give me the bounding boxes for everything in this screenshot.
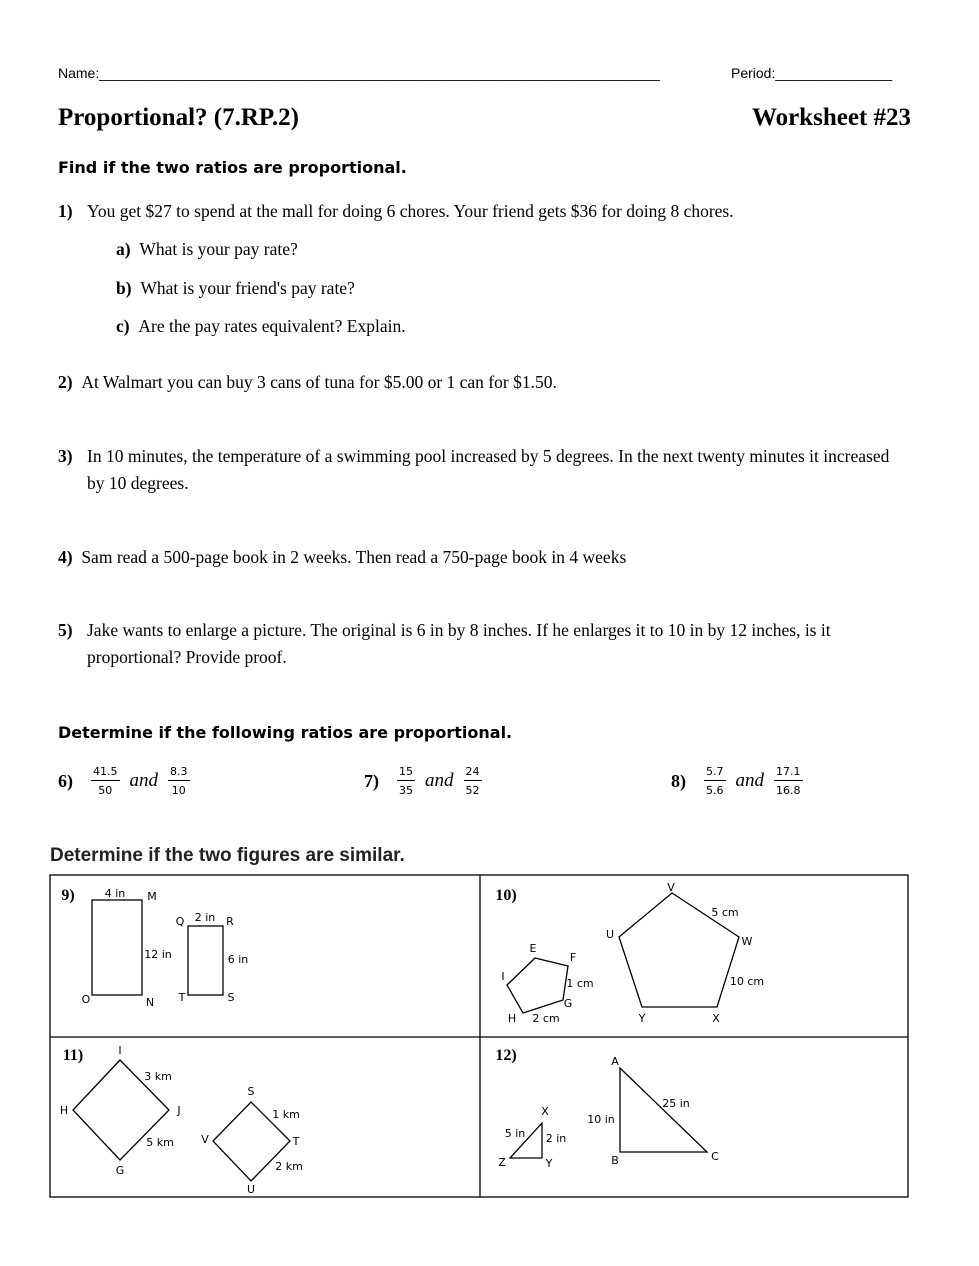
figure-label: 4 in <box>104 887 126 900</box>
denominator: 16.8 <box>776 784 801 797</box>
numerator: 15 <box>397 765 415 781</box>
problem-number: 6) <box>58 770 73 791</box>
figure-label: S <box>247 1085 255 1098</box>
figure-label: 10 in <box>587 1113 615 1126</box>
problem-number: 5) <box>58 620 73 640</box>
figure-label: G <box>115 1164 125 1177</box>
figure-label: 6 in <box>227 953 249 966</box>
name-field[interactable]: Name:________________________________________________________________________ <box>58 65 660 81</box>
problem-number: 7) <box>364 770 379 791</box>
figure-label: F <box>569 951 577 964</box>
pentagon-efghi <box>507 958 568 1013</box>
figure-label: 12 in <box>144 948 172 961</box>
sub-text: Are the pay rates equivalent? Explain. <box>138 316 406 336</box>
figure-label: Q <box>175 915 185 928</box>
figure-label: U <box>246 1183 256 1196</box>
cell-number: 11) <box>62 1047 84 1064</box>
section3-instruction: Determine if the two figures are similar. <box>50 845 405 866</box>
figure-label: 5 km <box>146 1136 174 1149</box>
figure-label: Y <box>545 1157 553 1170</box>
figure-label: H <box>59 1104 69 1117</box>
problem-number: 8) <box>671 770 686 791</box>
problem-number: 4) <box>58 547 73 567</box>
rectangle-mnop <box>92 900 142 995</box>
problem-text: At Walmart you can buy 3 cans of tuna for $5.00 or 1 can for $1.50. <box>81 372 557 392</box>
figure-label: E <box>529 942 537 955</box>
and-text: and <box>425 770 454 791</box>
numerator: 17.1 <box>774 765 803 781</box>
denominator: 50 <box>98 784 113 797</box>
problem-text: You get $27 to spend at the mall for doing 6 chores. Your friend gets $36 for doing 8 chores. <box>87 201 734 221</box>
figure-label: 5 in <box>504 1127 526 1140</box>
sub-text: What is your pay rate? <box>139 239 298 259</box>
figure-label: I <box>118 1044 122 1057</box>
figure-label: X <box>712 1012 720 1025</box>
problem-number: 3) <box>58 446 73 466</box>
sub-label: a) <box>116 239 131 259</box>
figure-label: X <box>541 1105 549 1118</box>
rectangle-qrst <box>188 926 223 995</box>
figure-label: W <box>741 935 753 948</box>
figure-label: 3 km <box>144 1070 172 1083</box>
figure-label: 2 cm <box>532 1012 560 1025</box>
figure-label: 1 cm <box>566 977 594 990</box>
cell-number: 10) <box>495 887 517 904</box>
denominator: 5.6 <box>706 784 724 797</box>
figure-label: U <box>605 928 615 941</box>
worksheet-title: Proportional? (7.RP.2) <box>58 104 299 131</box>
figure-label: M <box>147 890 157 903</box>
sub-label: b) <box>116 278 132 298</box>
sub-text: What is your friend's pay rate? <box>140 278 355 298</box>
figure-label: 5 cm <box>711 906 739 919</box>
numerator: 5.7 <box>704 765 726 781</box>
figure-label: O <box>81 993 91 1006</box>
figure-label: J <box>177 1104 181 1117</box>
figure-label: S <box>227 991 235 1004</box>
figure-label: N <box>145 996 155 1009</box>
figure-label: G <box>563 997 573 1010</box>
denominator: 10 <box>171 784 186 797</box>
figure-label: 10 cm <box>729 975 765 988</box>
figure-label: Y <box>638 1012 646 1025</box>
figure-label: Z <box>498 1156 506 1169</box>
numerator: 41.5 <box>91 765 120 781</box>
figure-label: V <box>201 1133 209 1146</box>
and-text: and <box>129 770 158 791</box>
numerator: 24 <box>464 765 482 781</box>
numerator: 8.3 <box>168 765 190 781</box>
figure-label: R <box>226 915 234 928</box>
denominator: 52 <box>465 784 480 797</box>
figure-label: V <box>667 881 675 894</box>
problem-text: In 10 minutes, the temperature of a swimming pool increased by 5 degrees. In the next twenty minutes it increased by 10 degrees. <box>87 446 890 493</box>
cell-number: 12) <box>495 1047 517 1064</box>
figure-label: C <box>711 1150 719 1163</box>
problem-text: Jake wants to enlarge a picture. The original is 6 in by 8 inches. If he enlarges it to 10 in by 12 inches, is it proportional? Provide proof. <box>87 620 831 667</box>
figure-label: 25 in <box>662 1097 690 1110</box>
section1-instruction: Find if the two ratios are proportional. <box>58 158 407 177</box>
denominator: 35 <box>399 784 413 797</box>
figure-label: 2 in <box>545 1132 567 1145</box>
problem-number: 2) <box>58 372 73 392</box>
period-field[interactable]: Period:_______________ <box>731 65 893 81</box>
figure-label: T <box>292 1135 300 1148</box>
figure-label: B <box>611 1154 619 1167</box>
figure-label: A <box>611 1055 619 1068</box>
figure-label: 2 in <box>194 911 216 924</box>
figure-label: T <box>178 991 186 1004</box>
worksheet-number: Worksheet #23 <box>751 104 911 131</box>
cell-number: 9) <box>61 887 75 904</box>
sub-label: c) <box>116 316 130 336</box>
and-text: and <box>735 770 764 791</box>
figure-label: H <box>507 1012 517 1025</box>
section2-instruction: Determine if the following ratios are proportional. <box>58 723 513 742</box>
problem-number: 1) <box>58 201 73 221</box>
problem-text: Sam read a 500-page book in 2 weeks. Then read a 750-page book in 4 weeks <box>81 547 627 567</box>
figure-label: 2 km <box>275 1160 303 1173</box>
figure-label: I <box>501 970 505 983</box>
triangle-abc <box>620 1068 707 1152</box>
figure-label: 1 km <box>272 1108 300 1121</box>
